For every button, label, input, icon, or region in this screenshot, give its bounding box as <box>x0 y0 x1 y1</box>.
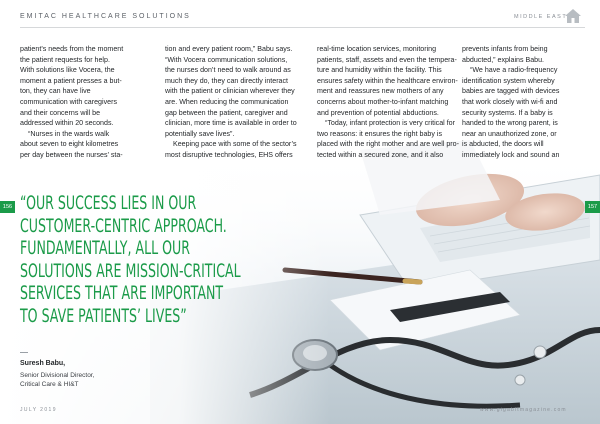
text-line: placed with the right mother and are well pro- <box>317 140 459 149</box>
text-line: communication with caregivers <box>20 97 117 106</box>
text-line: “With Vocera communication solutions, <box>165 55 288 64</box>
text-line: “We have a radio-frequency <box>470 66 558 75</box>
region-label: MIDDLE EAST <box>514 14 568 20</box>
text-line: immediately lock and sound an <box>462 150 560 159</box>
text-line: the patient requests for help. <box>20 55 110 64</box>
text-line: patients, staff, assets and even the tempera- <box>317 55 457 64</box>
text-line: ton, they can have live <box>20 87 91 96</box>
website-link[interactable]: www.gigabitmagazine.com <box>480 407 567 413</box>
text-line: near an unauthorized zone, or <box>462 129 557 138</box>
pull-quote-line: CUSTOMER-CENTRIC APPROACH. <box>20 215 227 237</box>
text-line: addressed within 20 seconds. <box>20 119 114 128</box>
text-line: tected within a secured zone, and it also <box>317 150 444 159</box>
text-line: babies are tagged with devices <box>462 87 560 96</box>
text-line: potentially save lives”. <box>165 129 235 138</box>
pull-quote-line: “OUR SUCCESS LIES IN OUR <box>20 193 197 214</box>
text-line: identification system whereby <box>462 76 555 85</box>
text-line: most disruptive technologies, EHS offers <box>165 150 293 159</box>
text-line: With solutions like Vocera, the <box>20 66 115 75</box>
publication-brand: EMITAC HEALTHCARE SOLUTIONS <box>20 13 191 20</box>
page-number-left: 156 <box>0 201 15 213</box>
text-line: are. When reducing the communication <box>165 97 289 106</box>
text-line: that work closely with wi-fi and <box>462 97 558 106</box>
body-column-1 <box>20 44 123 161</box>
text-line: security systems. If a baby is <box>462 108 553 117</box>
attribution-name: Suresh Babu, <box>20 360 66 367</box>
pull-quote-line: TO SAVE PATIENTS’ LIVES” <box>20 305 187 327</box>
text-line: tion and every patient room,” Babu says. <box>165 45 293 53</box>
text-line: real-time location services, monitoring <box>317 45 437 53</box>
text-line: moment a patient presses a but- <box>20 76 122 85</box>
attribution-role-line: Senior Divisional Director, <box>20 372 95 379</box>
text-line: patient’s needs from the moment <box>20 45 124 53</box>
home-icon[interactable] <box>565 9 581 23</box>
body-column-3 <box>317 44 459 161</box>
pull-quote-line: SOLUTIONS ARE MISSION-CRITICAL <box>20 260 241 282</box>
text-line: “Nurses in the wards walk <box>28 129 110 138</box>
issue-date: JULY 2019 <box>20 407 57 413</box>
text-line: prevents infants from being <box>462 45 548 53</box>
page-number-right: 157 <box>585 201 600 213</box>
text-line: gap between the patient, caregiver and <box>165 108 288 117</box>
attribution-dash <box>20 352 28 353</box>
body-column-2 <box>165 44 297 161</box>
body-column-4 <box>462 44 559 161</box>
text-line: the nurses don’t need to walk around as <box>165 66 291 75</box>
text-line: clinician, more time is available in order to <box>165 119 297 128</box>
text-line: and prevention of potential abductions. <box>317 108 439 117</box>
pull-quote-line: SERVICES THAT ARE IMPORTANT <box>20 283 224 305</box>
text-line: about seven to eight kilometres <box>20 140 119 149</box>
attribution-role <box>20 371 94 389</box>
pull-quote-line: FUNDAMENTALLY, ALL OUR <box>20 238 190 260</box>
text-line: concerns about mother-to-infant matching <box>317 97 449 106</box>
text-line: ture and humidity within the facility. This <box>317 66 442 75</box>
text-line: two reasons: it ensures the right baby is <box>317 129 442 138</box>
text-line: abducted,” explains Babu. <box>462 55 545 64</box>
attribution-role-line: Critical Care & HI&T <box>20 381 79 388</box>
text-line: and their concerns will be <box>20 108 101 117</box>
pull-quote <box>20 193 241 329</box>
text-line: Keeping pace with some of the sector’s <box>173 140 297 149</box>
header-divider <box>20 27 585 28</box>
text-line: “Today, infant protection is very critical for <box>325 119 455 128</box>
text-line: per day between the nurses’ sta- <box>20 150 123 159</box>
text-line: is abducted, the doors will <box>462 140 544 149</box>
text-line: handed to the wrong parent, is <box>462 119 558 128</box>
text-line: much they do, they can directly interact <box>165 76 289 85</box>
text-line: ment and reassures new mothers of any <box>317 87 444 96</box>
text-line: ensures safety within the healthcare environ- <box>317 76 458 85</box>
text-line: with the patient or clinician wherever they <box>165 87 295 96</box>
